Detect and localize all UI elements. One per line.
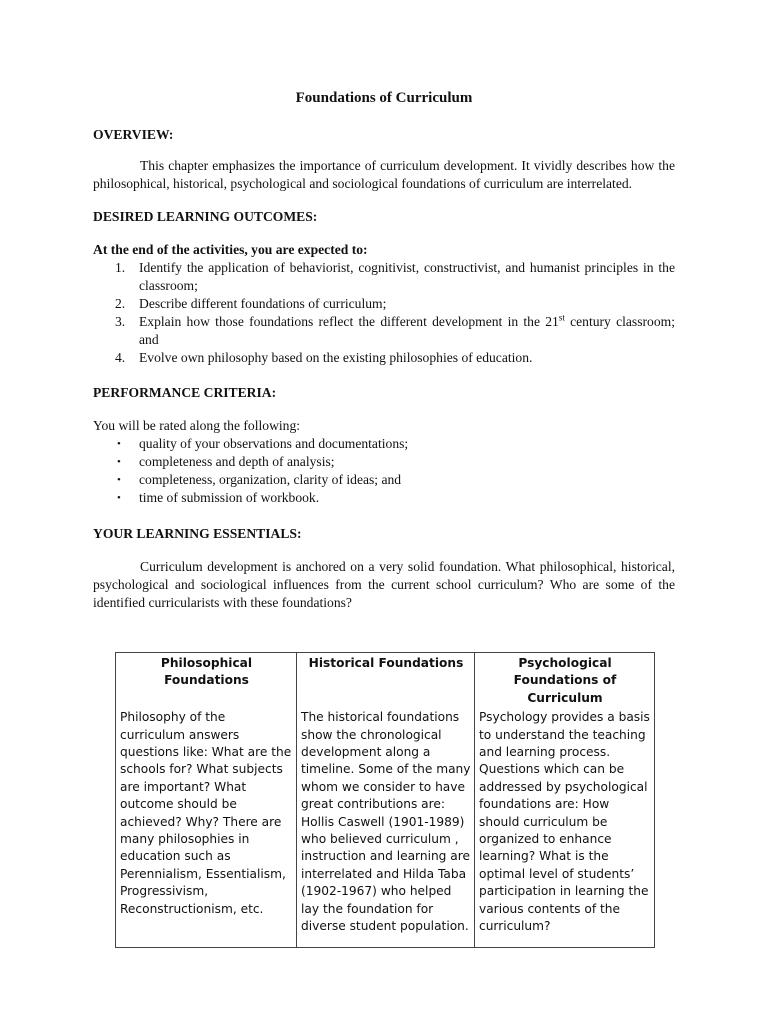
bullet-icon: • bbox=[117, 492, 121, 504]
outcome-number: 3. bbox=[115, 314, 126, 329]
outcome-number: 1. bbox=[115, 260, 126, 275]
bullet-icon: • bbox=[117, 438, 121, 450]
outcome-text-before: Explain how those foundations reflect the different development in the 21 bbox=[139, 314, 559, 329]
outcome-item bbox=[93, 295, 675, 313]
table-cell-psychological: Psychology provides a basis to understand the teaching and learning process. Questions which can be addressed by psychological foundations are: How should curriculum be organized to enhance learning? What is the optimal level of students’ participation in learning the various contents of the curriculum? bbox=[475, 707, 655, 948]
overview-paragraph: This chapter emphasizes the importance of curriculum development. It vividly describes how the philosophical, historical, psychological and sociological foundations of curriculum are interrelated. bbox=[93, 158, 675, 191]
criteria-intro: You will be rated along the following: bbox=[93, 418, 301, 433]
table-header-historical: Historical Foundations bbox=[297, 653, 475, 708]
criteria-text: time of submission of workbook. bbox=[139, 490, 320, 505]
outcome-text-after: century classroom; and bbox=[139, 314, 675, 347]
table-header-row bbox=[116, 653, 655, 708]
criteria-item bbox=[93, 489, 675, 507]
table-cell-philosophical: Philosophy of the curriculum answers questions like: What are the schools for? What subjects are important? What outcome should be achieved? Why? There are many philosophies in education such as Perennialism, Essentialism, Progressivism, Reconstructionism, etc. bbox=[116, 707, 297, 948]
table-header-psychological: Psychological Foundations of Curriculum bbox=[475, 653, 655, 708]
bullet-icon: • bbox=[117, 456, 121, 468]
overview-heading: OVERVIEW: bbox=[93, 127, 174, 142]
ordinal-suffix: st bbox=[558, 312, 565, 323]
outcome-text: Evolve own philosophy based on the existing philosophies of education. bbox=[139, 350, 533, 365]
criteria-text: completeness, organization, clarity of ideas; and bbox=[139, 472, 402, 487]
outcome-item bbox=[93, 349, 675, 367]
criteria-item bbox=[93, 471, 675, 489]
outcome-text: Describe different foundations of curriculum; bbox=[139, 296, 387, 311]
outcome-number: 4. bbox=[115, 350, 126, 365]
essentials-paragraph: Curriculum development is anchored on a very solid foundation. What philosophical, historical, psychological and sociological influences from the current school curriculum? Who are some of the identified curricularists with these foundations? bbox=[93, 559, 675, 610]
outcomes-list bbox=[93, 259, 675, 367]
document-page bbox=[93, 88, 675, 612]
criteria-heading: PERFORMANCE CRITERIA: bbox=[93, 385, 277, 400]
criteria-item bbox=[93, 435, 675, 453]
outcome-item bbox=[93, 259, 675, 295]
outcomes-intro: At the end of the activities, you are expected to: bbox=[93, 242, 368, 257]
outcome-text: Identify the application of behaviorist, cognitivist, constructivist, and humanist principles in the classroom; bbox=[139, 260, 675, 293]
foundations-table bbox=[115, 652, 655, 948]
outcome-item bbox=[93, 313, 675, 349]
criteria-text: completeness and depth of analysis; bbox=[139, 454, 335, 469]
table-row bbox=[116, 707, 655, 948]
bullet-icon: • bbox=[117, 474, 121, 486]
page-title: Foundations of Curriculum bbox=[295, 90, 473, 106]
criteria-list bbox=[93, 435, 675, 507]
table-header-philosophical: Philosophical Foundations bbox=[116, 653, 297, 708]
outcomes-heading: DESIRED LEARNING OUTCOMES: bbox=[93, 209, 318, 224]
essentials-heading: YOUR LEARNING ESSENTIALS: bbox=[93, 526, 302, 541]
table-cell-historical: The historical foundations show the chronological development along a timeline. Some of the many whom we consider to have great contributions are: Hollis Caswell (1901-1989) who believed curriculum , instruction and learning are interrelated and Hilda Taba (1902-1967) who helped lay the foundation for diverse student population. bbox=[297, 707, 475, 948]
criteria-item bbox=[93, 453, 675, 471]
outcome-number: 2. bbox=[115, 296, 126, 311]
criteria-text: quality of your observations and documentations; bbox=[139, 436, 409, 451]
